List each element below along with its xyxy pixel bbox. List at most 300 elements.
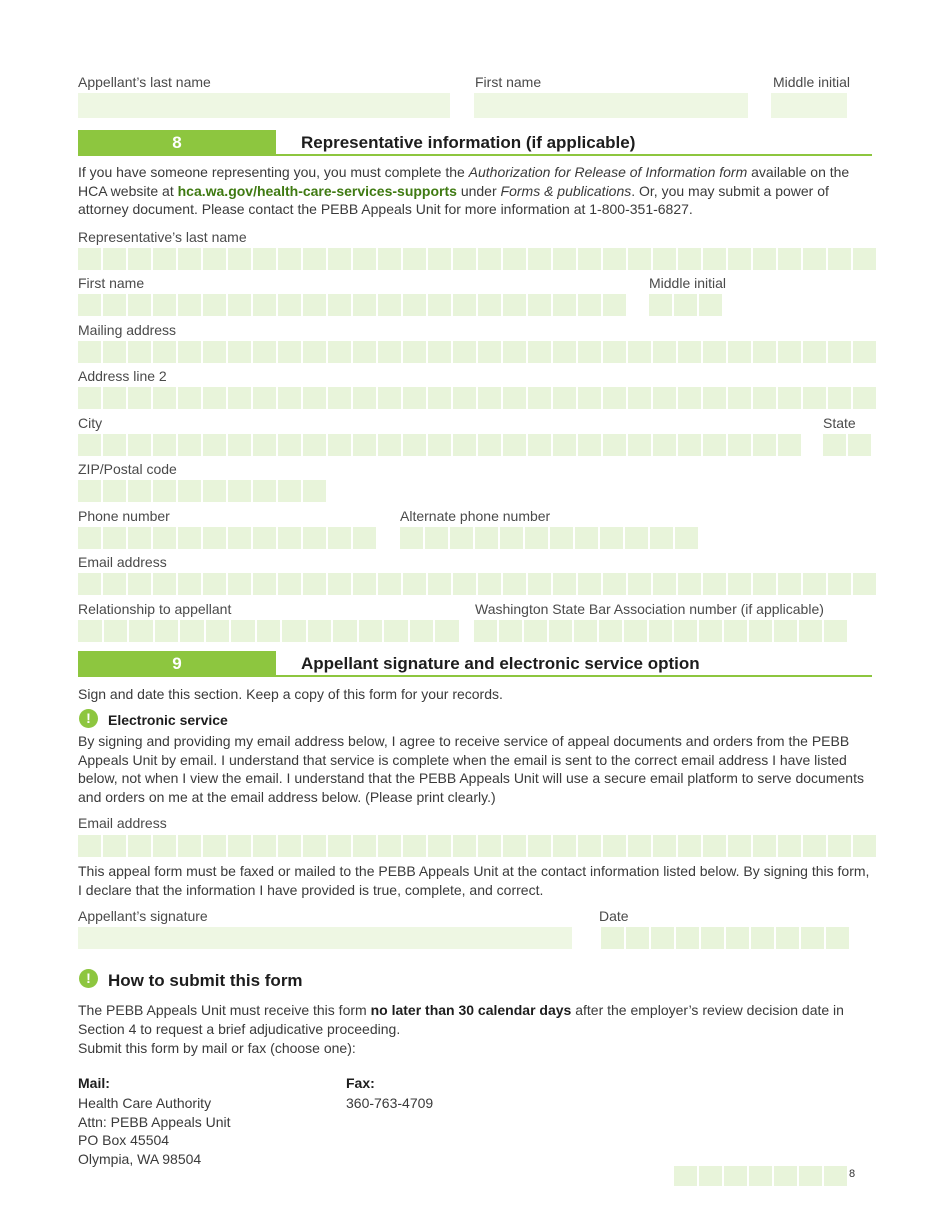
character-box [626, 927, 649, 949]
alt-phone-label: Alternate phone number [400, 508, 551, 524]
character-box [574, 620, 597, 642]
character-box [178, 573, 201, 595]
character-box [853, 573, 876, 595]
character-box [724, 620, 747, 642]
address-line-2-label: Address line 2 [78, 368, 167, 384]
rep-first-name-label: First name [78, 275, 145, 291]
character-box [353, 341, 376, 363]
character-box [550, 527, 573, 549]
character-box [778, 835, 801, 857]
signature-input[interactable] [78, 927, 572, 949]
character-box [803, 835, 826, 857]
page-number: 8 [849, 1168, 856, 1180]
character-box [78, 835, 101, 857]
character-box [649, 620, 672, 642]
character-box [650, 527, 673, 549]
character-box [601, 927, 624, 949]
character-box [78, 248, 101, 270]
character-box [203, 480, 226, 502]
character-box [578, 294, 601, 316]
city-input[interactable] [78, 434, 801, 456]
character-box [803, 387, 826, 409]
exclamation-icon: ! [79, 709, 98, 728]
how-to-submit-title: How to submit this form [108, 971, 303, 990]
character-box [203, 835, 226, 857]
character-box [400, 527, 423, 549]
character-box [753, 387, 776, 409]
character-box [603, 835, 626, 857]
character-box [828, 341, 851, 363]
zip-input[interactable] [78, 480, 326, 502]
submit-deadline-text: The PEBB Appeals Unit must receive this form no later than 30 calendar days after the employer’s review decision date in Section 4 to request a brief adjudicative proceeding. [78, 1002, 844, 1037]
character-box [103, 387, 126, 409]
date-label: Date [599, 908, 629, 924]
character-box [78, 573, 101, 595]
appellant-last-name-label: Appellant’s last name [78, 74, 211, 90]
character-box [303, 480, 326, 502]
character-box [678, 835, 701, 857]
character-box [378, 434, 401, 456]
character-box [628, 387, 651, 409]
character-box [403, 294, 426, 316]
character-box [278, 573, 301, 595]
character-box [428, 573, 451, 595]
signature-label: Appellant’s signature [78, 908, 208, 924]
phone-input[interactable] [78, 527, 376, 549]
mailing-address-input[interactable] [78, 341, 876, 363]
character-box [628, 341, 651, 363]
character-box [453, 341, 476, 363]
character-box [328, 835, 351, 857]
appellant-email-input[interactable] [78, 835, 876, 857]
character-box [278, 341, 301, 363]
character-box [575, 527, 598, 549]
character-box [528, 835, 551, 857]
character-box [428, 434, 451, 456]
character-box [178, 480, 201, 502]
character-box [703, 434, 726, 456]
character-box [103, 294, 126, 316]
rep-first-name-input[interactable] [78, 294, 626, 316]
character-box [828, 835, 851, 857]
character-box [428, 341, 451, 363]
character-box [153, 480, 176, 502]
mail-heading: Mail: [78, 1075, 110, 1091]
fax-number: 360-763-4709 [346, 1095, 434, 1111]
character-box [303, 248, 326, 270]
mailing-address-label: Mailing address [78, 322, 177, 338]
character-box [753, 835, 776, 857]
character-box [453, 573, 476, 595]
character-box [103, 527, 126, 549]
character-box [524, 620, 547, 642]
character-box [180, 620, 204, 642]
character-box [853, 835, 876, 857]
character-box [578, 248, 601, 270]
character-box [653, 341, 676, 363]
character-box [129, 620, 153, 642]
character-box [378, 573, 401, 595]
character-box [203, 294, 226, 316]
character-box [703, 341, 726, 363]
electronic-service-title: Electronic service [108, 712, 228, 728]
character-box [553, 387, 576, 409]
fax-heading: Fax: [346, 1075, 375, 1091]
character-box [774, 1166, 797, 1186]
character-box [403, 573, 426, 595]
character-box [778, 434, 801, 456]
character-box [353, 835, 376, 857]
character-box [278, 294, 301, 316]
character-box [500, 527, 523, 549]
appellant-first-name-input[interactable] [474, 93, 748, 118]
character-box [528, 248, 551, 270]
character-box [203, 434, 226, 456]
character-box [228, 341, 251, 363]
character-box [403, 835, 426, 857]
character-box [128, 387, 151, 409]
character-box [674, 620, 697, 642]
character-box [676, 927, 699, 949]
character-box [378, 341, 401, 363]
rep-middle-initial-label: Middle initial [649, 275, 727, 291]
character-box [128, 341, 151, 363]
character-box [628, 573, 651, 595]
character-box [549, 620, 572, 642]
hca-website-link[interactable]: hca.wa.gov/health-care-services-supports [177, 182, 457, 199]
appellant-email-label: Email address [78, 815, 167, 831]
character-box [153, 527, 176, 549]
character-box [128, 527, 151, 549]
character-box [450, 527, 473, 549]
character-box [103, 248, 126, 270]
character-box [303, 527, 326, 549]
character-box [724, 1166, 747, 1186]
character-box [553, 248, 576, 270]
character-box [231, 620, 255, 642]
address-line-2-input[interactable] [78, 387, 876, 409]
alt-phone-input[interactable] [400, 527, 698, 549]
character-box [103, 434, 126, 456]
section-8-number: 8 [78, 130, 276, 156]
wsba-label: Washington State Bar Association number (if applicable) [475, 601, 824, 617]
character-box [128, 573, 151, 595]
character-box [703, 387, 726, 409]
character-box [78, 387, 101, 409]
character-box [675, 527, 698, 549]
submit-instructions: Submit this form by mail or fax (choose one): [78, 1040, 356, 1056]
character-box [728, 248, 751, 270]
character-box [308, 620, 332, 642]
character-box [803, 573, 826, 595]
character-box [453, 434, 476, 456]
character-box [103, 835, 126, 857]
character-box [203, 341, 226, 363]
character-box [178, 527, 201, 549]
character-box [749, 1166, 772, 1186]
date-input[interactable] [601, 927, 849, 949]
mail-line: Health Care Authority [78, 1095, 212, 1111]
character-box [128, 294, 151, 316]
character-box [603, 573, 626, 595]
character-box [278, 835, 301, 857]
character-box [378, 835, 401, 857]
character-box [328, 341, 351, 363]
character-box [603, 248, 626, 270]
character-box [403, 387, 426, 409]
character-box [253, 434, 276, 456]
character-box [278, 480, 301, 502]
character-box [78, 294, 101, 316]
character-box [206, 620, 230, 642]
mail-line: Olympia, WA 98504 [78, 1150, 202, 1167]
character-box [155, 620, 179, 642]
character-box [828, 387, 851, 409]
character-box [328, 573, 351, 595]
mail-address [78, 1094, 231, 1168]
character-box [353, 248, 376, 270]
character-box [253, 835, 276, 857]
character-box [801, 927, 824, 949]
character-box [278, 527, 301, 549]
character-box [103, 573, 126, 595]
relationship-label: Relationship to appellant [78, 601, 232, 617]
character-box [478, 573, 501, 595]
character-box [778, 387, 801, 409]
character-box [600, 527, 623, 549]
electronic-service-text: By signing and providing my email address below, I agree to receive service of appeal documents and orders from the PEBB Appeals Unit by email. I understand that service is complete when the email is sent to the correct email address I have listed below, not when I view the email. I understand that the PEBB Appeals Unit will use a secure email platform to serve documents and orders on me at the email address below. (Please print clearly.) [78, 733, 864, 805]
character-box [178, 387, 201, 409]
character-box [828, 573, 851, 595]
section-8-intro: If you have someone representing you, you must complete the Authorization for Release of Information form available on the HCA website at hca.wa.gov/health-care-services-supports under Forms & publications. Or, you may submit a power of attorney document. Please contact the PEBB Appeals Unit for more information at 1-800-351-6827. [78, 164, 850, 217]
character-box [848, 434, 871, 456]
character-box [403, 434, 426, 456]
character-box [653, 434, 676, 456]
character-box [253, 248, 276, 270]
character-box [203, 527, 226, 549]
character-box [753, 573, 776, 595]
character-box [153, 294, 176, 316]
character-box [128, 248, 151, 270]
character-box [303, 434, 326, 456]
character-box [678, 248, 701, 270]
character-box [803, 248, 826, 270]
character-box [303, 835, 326, 857]
character-box [428, 248, 451, 270]
declaration-text: This appeal form must be faxed or mailed to the PEBB Appeals Unit at the contact information listed below. By signing this form, I declare that the information I have provided is true, complete, and correct. [78, 863, 870, 898]
character-box [403, 248, 426, 270]
phone-label: Phone number [78, 508, 170, 524]
character-box [178, 835, 201, 857]
character-box [674, 1166, 697, 1186]
character-box [203, 387, 226, 409]
character-box [353, 387, 376, 409]
character-box [278, 434, 301, 456]
character-box [228, 573, 251, 595]
character-box [699, 1166, 722, 1186]
character-box [353, 434, 376, 456]
character-box [674, 294, 697, 316]
rep-last-name-label: Representative’s last name [78, 229, 247, 245]
character-box [824, 620, 847, 642]
character-box [528, 341, 551, 363]
character-box [828, 248, 851, 270]
character-box [303, 341, 326, 363]
character-box [699, 620, 722, 642]
character-box [553, 434, 576, 456]
character-box [603, 434, 626, 456]
character-box [378, 294, 401, 316]
character-box [503, 835, 526, 857]
character-box [253, 387, 276, 409]
character-box [178, 341, 201, 363]
character-box [503, 341, 526, 363]
character-box [425, 527, 448, 549]
character-box [853, 341, 876, 363]
character-box [257, 620, 281, 642]
character-box [128, 480, 151, 502]
character-box [153, 387, 176, 409]
character-box [478, 341, 501, 363]
character-box [528, 294, 551, 316]
character-box [678, 434, 701, 456]
character-box [282, 620, 306, 642]
rep-last-name-input[interactable] [78, 248, 876, 270]
character-box [528, 573, 551, 595]
character-box [328, 248, 351, 270]
appellant-middle-initial-input[interactable] [771, 93, 847, 118]
section-8-title: Representative information (if applicable) [276, 130, 872, 156]
character-box [853, 387, 876, 409]
character-box [474, 620, 497, 642]
character-box [253, 527, 276, 549]
character-box [651, 927, 674, 949]
character-box [553, 835, 576, 857]
character-box [203, 573, 226, 595]
city-label: City [78, 415, 103, 431]
character-box [553, 573, 576, 595]
character-box [823, 434, 846, 456]
zip-label: ZIP/Postal code [78, 461, 177, 477]
character-box [728, 387, 751, 409]
character-box [728, 434, 751, 456]
relationship-input[interactable] [78, 620, 459, 642]
character-box [435, 620, 459, 642]
character-box [503, 387, 526, 409]
character-box [303, 294, 326, 316]
appellant-last-name-input[interactable] [78, 93, 450, 118]
character-box [78, 620, 102, 642]
character-box [625, 527, 648, 549]
character-box [228, 835, 251, 857]
character-box [228, 248, 251, 270]
character-box [553, 341, 576, 363]
mail-line: PO Box 45504 [78, 1132, 170, 1148]
character-box [328, 434, 351, 456]
character-box [628, 434, 651, 456]
character-box [749, 620, 772, 642]
character-box [553, 294, 576, 316]
character-box [826, 927, 849, 949]
character-box [203, 248, 226, 270]
character-box [410, 620, 434, 642]
character-box [104, 620, 128, 642]
character-box [303, 387, 326, 409]
character-box [428, 835, 451, 857]
character-box [503, 294, 526, 316]
appellant-middle-initial-label: Middle initial [773, 74, 851, 90]
character-box [278, 248, 301, 270]
rep-middle-initial-input[interactable] [649, 294, 722, 316]
character-box [359, 620, 383, 642]
character-box [699, 294, 722, 316]
character-box [178, 434, 201, 456]
section-9-intro: Sign and date this section. Keep a copy of this form for your records. [78, 686, 503, 702]
character-box [478, 835, 501, 857]
character-box [78, 434, 101, 456]
character-box [503, 248, 526, 270]
character-box [475, 527, 498, 549]
character-box [678, 341, 701, 363]
character-box [153, 573, 176, 595]
character-box [328, 527, 351, 549]
character-box [428, 294, 451, 316]
mail-line: Attn: PEBB Appeals Unit [78, 1113, 231, 1130]
character-box [774, 620, 797, 642]
character-box [328, 387, 351, 409]
character-box [778, 248, 801, 270]
character-box [751, 927, 774, 949]
rep-email-input[interactable] [78, 573, 876, 595]
character-box [353, 294, 376, 316]
character-box [178, 248, 201, 270]
character-box [353, 573, 376, 595]
character-box [728, 341, 751, 363]
rep-email-label: Email address [78, 554, 167, 570]
character-box [228, 527, 251, 549]
character-box [228, 434, 251, 456]
character-box [303, 573, 326, 595]
state-input[interactable] [823, 434, 871, 456]
character-box [528, 434, 551, 456]
character-box [653, 573, 676, 595]
wsba-number-input[interactable] [474, 620, 847, 642]
character-box [525, 527, 548, 549]
character-box [628, 248, 651, 270]
character-box [428, 387, 451, 409]
character-box [578, 341, 601, 363]
character-box [403, 341, 426, 363]
character-box [799, 1166, 822, 1186]
character-box [453, 835, 476, 857]
character-box [728, 573, 751, 595]
character-box [478, 387, 501, 409]
exclamation-icon: ! [79, 969, 98, 988]
character-box [328, 294, 351, 316]
character-box [128, 835, 151, 857]
character-box [528, 387, 551, 409]
character-box [578, 573, 601, 595]
character-box [128, 434, 151, 456]
character-box [478, 294, 501, 316]
section-9-title: Appellant signature and electronic service option [276, 651, 872, 677]
character-box [253, 480, 276, 502]
state-label: State [823, 415, 856, 431]
character-box [153, 434, 176, 456]
character-box [153, 341, 176, 363]
character-box [776, 927, 799, 949]
character-box [153, 835, 176, 857]
